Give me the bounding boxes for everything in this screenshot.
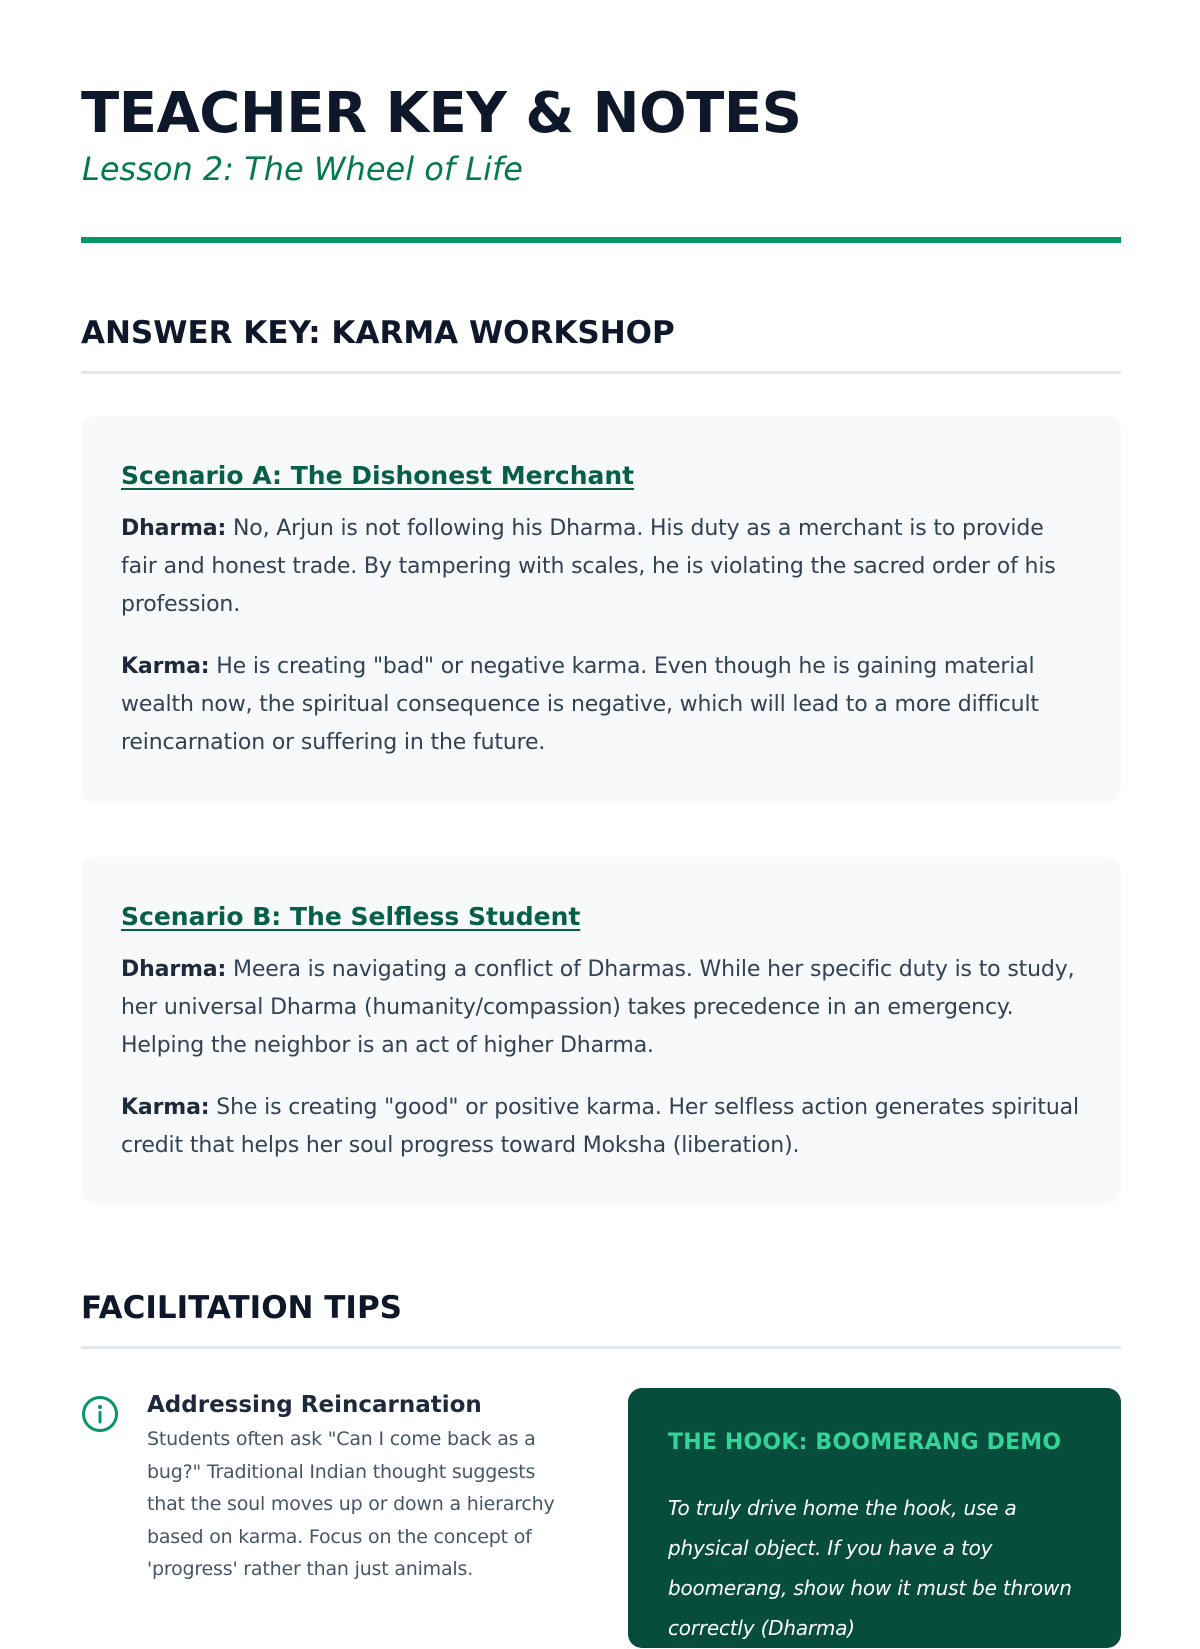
scenario-a-karma <box>121 648 1081 762</box>
scenario-b-dharma <box>121 951 1081 1065</box>
tip-body: Students often ask "Can I come back as a bug?" Traditional Indian thought suggests that the soul moves up or down a hierarchy based on karma. Focus on the concept of 'progress' rather than just animals. <box>147 1428 555 1580</box>
dharma-label: Dharma: <box>121 516 227 541</box>
tip-title: Addressing Reincarnation <box>147 1392 482 1418</box>
scenario-b-dharma-text: Meera is navigating a conflict of Dharmas. While her specific duty is to study, her universal Dharma (humanity/compassion) takes precedence in an emergency. Helping the neighbor is an act of higher Dharma. <box>121 957 1075 1058</box>
hook-body: To truly drive home the hook, use a physical object. If you have a toy boomerang, show how it must be thrown correctly (Dharma) <box>668 1496 1072 1640</box>
facilitation-tips-divider <box>81 1346 1121 1349</box>
scenario-b-title: Scenario B: The Selfless Student <box>121 902 581 931</box>
karma-label: Karma: <box>121 654 210 679</box>
scenario-a-dharma-text: No, Arjun is not following his Dharma. His duty as a merchant is to provide fair and honest trade. By tampering with scales, he is violating the sacred order of his profession. <box>121 516 1056 617</box>
page-title: TEACHER KEY & NOTES <box>81 81 802 146</box>
scenario-b-card <box>81 857 1121 1204</box>
scenario-b-karma-text: She is creating "good" or positive karma. Her selfless action generates spiritual credit that helps her soul progress toward Moksha (liberation). <box>121 1095 1079 1158</box>
teacher-key-page <box>81 82 1121 1649</box>
info-icon <box>81 1395 119 1433</box>
title-divider <box>81 237 1121 243</box>
answer-key-divider <box>81 371 1121 374</box>
karma-label: Karma: <box>121 1095 210 1120</box>
scenario-a-dharma <box>121 510 1081 624</box>
facilitation-tips-heading: FACILITATION TIPS <box>81 1290 403 1326</box>
hook-title: THE HOOK: BOOMERANG DEMO <box>668 1430 1062 1455</box>
tips-row <box>81 1389 1121 1649</box>
scenario-b-karma <box>121 1089 1081 1165</box>
tip-addressing-reincarnation <box>81 1389 561 1586</box>
lesson-subtitle: Lesson 2: The Wheel of Life <box>82 150 523 188</box>
scenario-a-karma-text: He is creating "bad" or negative karma. Even though he is gaining material wealth now, the spiritual consequence is negative, which will lead to a more difficult reincarnation or suffering in the future. <box>121 654 1039 755</box>
answer-key-heading: ANSWER KEY: KARMA WORKSHOP <box>81 315 675 351</box>
hook-card <box>628 1388 1121 1648</box>
scenario-a-card <box>81 416 1121 803</box>
dharma-label: Dharma: <box>121 957 227 982</box>
scenario-a-title: Scenario A: The Dishonest Merchant <box>121 461 635 490</box>
